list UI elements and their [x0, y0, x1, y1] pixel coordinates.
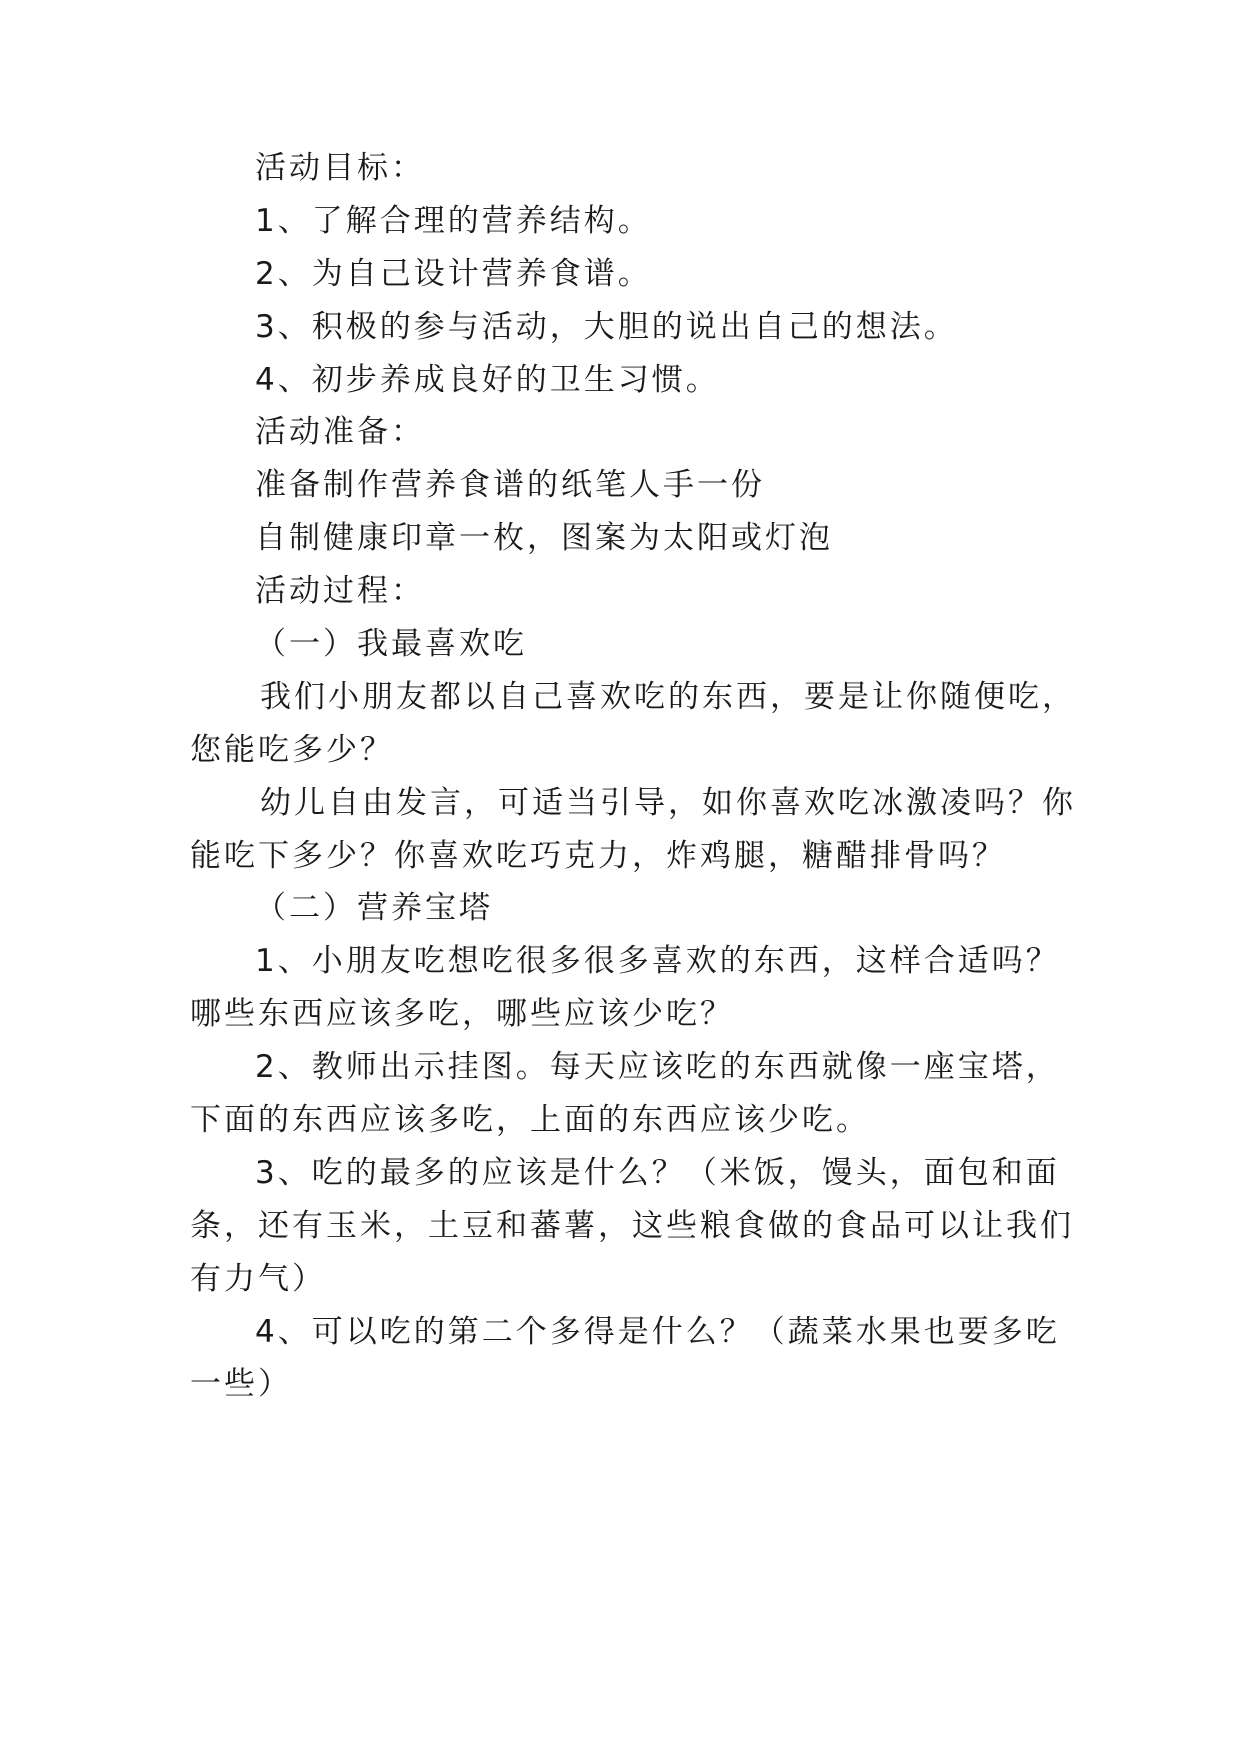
heading-activity-preparation: 活动准备： [255, 414, 425, 450]
preparation-item-1: 准备制作营养食谱的纸笔人手一份 [255, 467, 765, 503]
paragraph-line: 能吃下多少？你喜欢吃巧克力，炸鸡腿，糖醋排骨吗？ [190, 838, 1006, 874]
heading-activity-process: 活动过程： [255, 573, 425, 609]
paragraph-line: 条，还有玉米，土豆和蕃薯，这些粮食做的食品可以让我们 [190, 1208, 1074, 1244]
paragraph-line: 下面的东西应该多吃，上面的东西应该少吃。 [190, 1102, 870, 1138]
paragraph-line: 一些） [190, 1366, 292, 1402]
paragraph-line: 3、吃的最多的应该是什么？（米饭，馒头，面包和面 [255, 1155, 1060, 1191]
goal-item-2: 2、为自己设计营养食谱。 [255, 256, 652, 292]
paragraph-line: 1、小朋友吃想吃很多很多喜欢的东西，这样合适吗？ [255, 943, 1060, 979]
goal-item-4: 4、初步养成良好的卫生习惯。 [255, 362, 720, 398]
heading-activity-goals: 活动目标： [255, 150, 425, 186]
preparation-item-2: 自制健康印章一枚，图案为太阳或灯泡 [255, 520, 833, 556]
goal-item-1: 1、了解合理的营养结构。 [255, 203, 652, 239]
paragraph-line: 您能吃多少？ [190, 732, 394, 768]
paragraph-line: 我们小朋友都以自己喜欢吃的东西，要是让你随便吃， [260, 679, 1076, 715]
paragraph-line: 哪些东西应该多吃，哪些应该少吃？ [190, 996, 734, 1032]
paragraph-line: 2、教师出示挂图。每天应该吃的东西就像一座宝塔， [255, 1049, 1060, 1085]
section-heading-2: （二）营养宝塔 [255, 890, 493, 926]
paragraph-line: 幼儿自由发言，可适当引导，如你喜欢吃冰激凌吗？你 [260, 785, 1076, 821]
paragraph-line: 4、可以吃的第二个多得是什么？（蔬菜水果也要多吃 [255, 1314, 1060, 1350]
goal-item-3: 3、积极的参与活动，大胆的说出自己的想法。 [255, 309, 958, 345]
paragraph-line: 有力气） [190, 1261, 326, 1297]
section-heading-1: （一）我最喜欢吃 [255, 626, 527, 662]
